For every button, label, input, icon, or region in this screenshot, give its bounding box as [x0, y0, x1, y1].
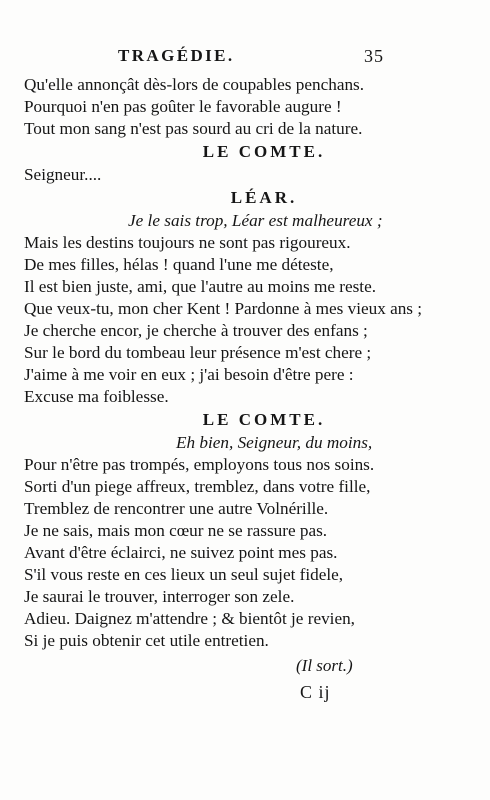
verse-line: Qu'elle annonçât dès-lors de coupables penchans. — [24, 75, 365, 94]
speaker-name: LE COMTE. — [202, 410, 326, 429]
speaker-name: LÉAR. — [230, 188, 298, 207]
page-number: 35 — [364, 46, 384, 66]
verse-line: Seigneur.... — [24, 165, 102, 184]
verse-line: Avant d'être éclairci, ne suivez point mes pas. — [24, 543, 338, 562]
verse-line: Tout mon sang n'est pas sourd au cri de la nature. — [24, 119, 363, 138]
verse-line: Que veux-tu, mon cher Kent ! Pardonne à mes vieux ans ; — [24, 299, 423, 318]
verse-line: Il est bien juste, ami, que l'autre au moins me reste. — [24, 277, 376, 296]
verse-line: Je ne sais, mais mon cœur ne se rassure pas. — [24, 521, 328, 540]
verse-line: Tremblez de rencontrer une autre Volnérille. — [24, 499, 329, 518]
verse-line: Je cherche encor, je cherche à trouver des enfans ; — [24, 321, 368, 340]
play-text — [24, 74, 464, 680]
running-head: TRAGÉDIE. — [118, 46, 235, 65]
verse-line: J'aime à me voir en eux ; j'ai besoin d'être pere : — [24, 365, 354, 384]
verse-line: Excuse ma foiblesse. — [24, 387, 169, 406]
verse-line: Eh bien, Seigneur, du moins, — [176, 433, 373, 452]
verse-line: Adieu. Daignez m'attendre ; & bientôt je revien, — [24, 609, 355, 628]
verse-line: S'il vous reste en ces lieux un seul sujet fidele, — [24, 565, 344, 584]
verse-line: Sorti d'un piege affreux, tremblez, dans votre fille, — [24, 477, 371, 496]
verse-line: Sur le bord du tombeau leur présence m'est chere ; — [24, 343, 372, 362]
verse-line: Pourquoi n'en pas goûter le favorable augure ! — [24, 97, 342, 116]
signature-mark: C ij — [300, 682, 331, 702]
verse-line: Pour n'être pas trompés, employons tous nos soins. — [24, 455, 375, 474]
verse-line: Je le sais trop, Léar est malheureux ; — [128, 211, 383, 230]
verse-line: Je saurai le trouver, interroger son zele. — [24, 587, 295, 606]
verse-line: Si je puis obtenir cet utile entretien. — [24, 631, 269, 650]
speaker-name: LE COMTE. — [202, 142, 326, 161]
stage-direction: (Il sort.) — [296, 656, 353, 675]
verse-line: De mes filles, hélas ! quand l'une me déteste, — [24, 255, 334, 274]
verse-line: Mais les destins toujours ne sont pas rigoureux. — [24, 233, 351, 252]
